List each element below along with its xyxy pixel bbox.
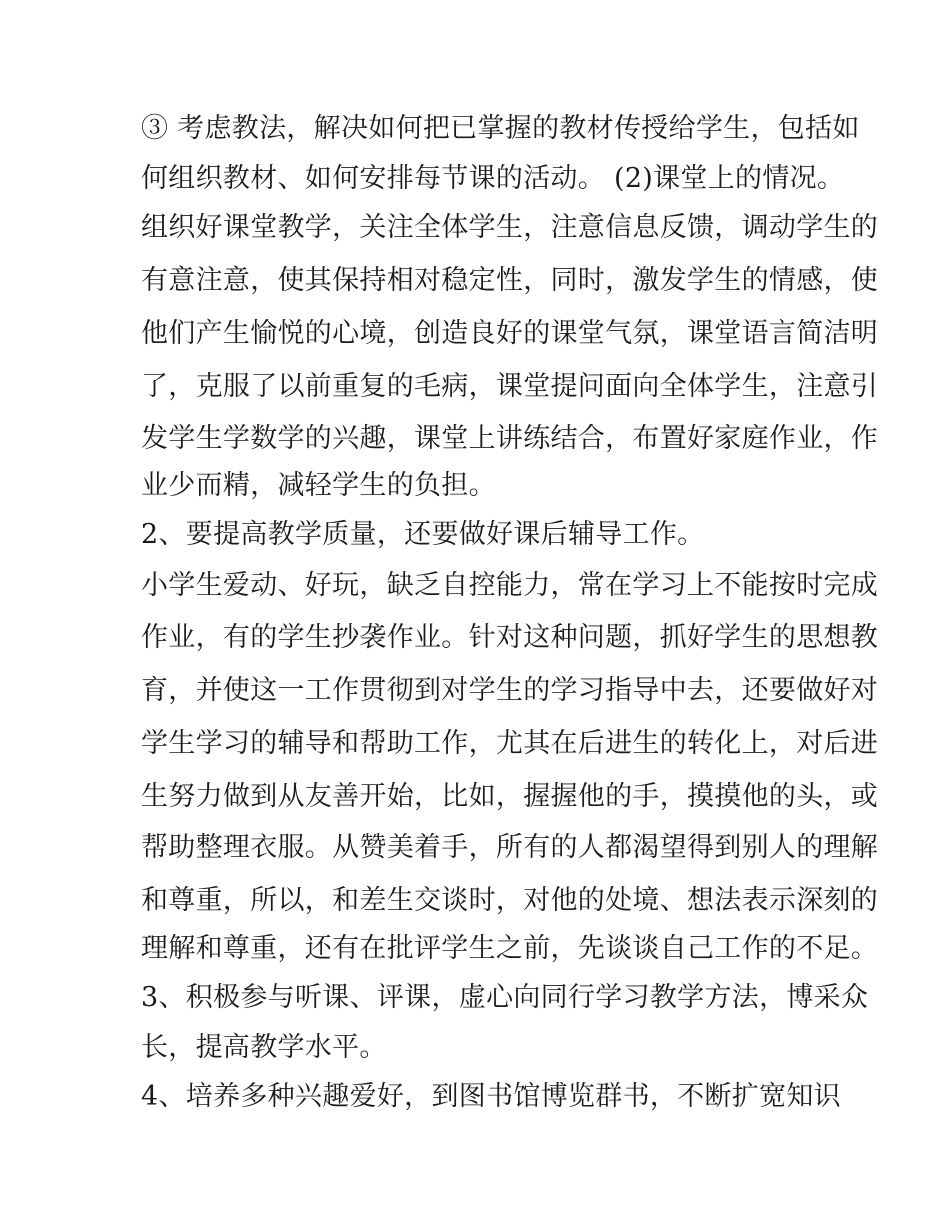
text-line: 帮助整理衣服。从赞美着手，所有的人都渴望得到别人的理解 [141,832,879,863]
text-line: 发学生学数学的兴趣，课堂上讲练结合，布置好家庭作业，作 [141,423,879,454]
text-line: 和尊重，所以，和差生交谈时，对他的处境、想法表示深刻的 [141,885,879,916]
text-line: 理解和尊重，还有在批评学生之前，先谈谈自己工作的不足。 [141,933,879,964]
text-line: 何组织教材、如何安排每节课的活动。 (2)课堂上的情况。 [141,163,845,194]
text-line: 了，克服了以前重复的毛病，课堂提问面向全体学生，注意引 [141,371,879,402]
text-line: 2、要提高教学质量，还要做好课后辅导工作。 [141,519,705,550]
text-line: 3、积极参与听课、评课，虚心向同行学习教学方法，博采众 [141,982,869,1013]
text-line: 4、培养多种兴趣爱好，到图书馆博览群书，不断扩宽知识 [141,1081,841,1112]
text-line: 有意注意，使其保持相对稳定性，同时，激发学生的情感，使 [141,265,879,296]
text-line: 小学生爱动、好玩，缺乏自控能力，常在学习上不能按时完成 [141,570,879,601]
text-line: 业少而精，减轻学生的负担。 [141,470,496,501]
text-line: 他们产生愉悦的心境，创造良好的课堂气氛，课堂语言简洁明 [141,318,879,349]
text-line: 组织好课堂教学，关注全体学生，注意信息反馈，调动学生的 [141,212,879,243]
text-line: ③ 考虑教法，解决如何把已掌握的教材传授给学生，包括如 [141,113,860,144]
text-line: 育，并使这一工作贯彻到对学生的学习指导中去，还要做好对 [141,675,879,706]
text-line: 学生学习的辅导和帮助工作，尤其在后进生的转化上，对后进 [141,728,879,759]
text-line: 作业，有的学生抄袭作业。针对这种问题，抓好学生的思想教 [141,622,879,653]
text-line: 长，提高教学水平。 [141,1032,387,1063]
text-line: 生努力做到从友善开始，比如，握握他的手，摸摸他的头，或 [141,781,879,812]
